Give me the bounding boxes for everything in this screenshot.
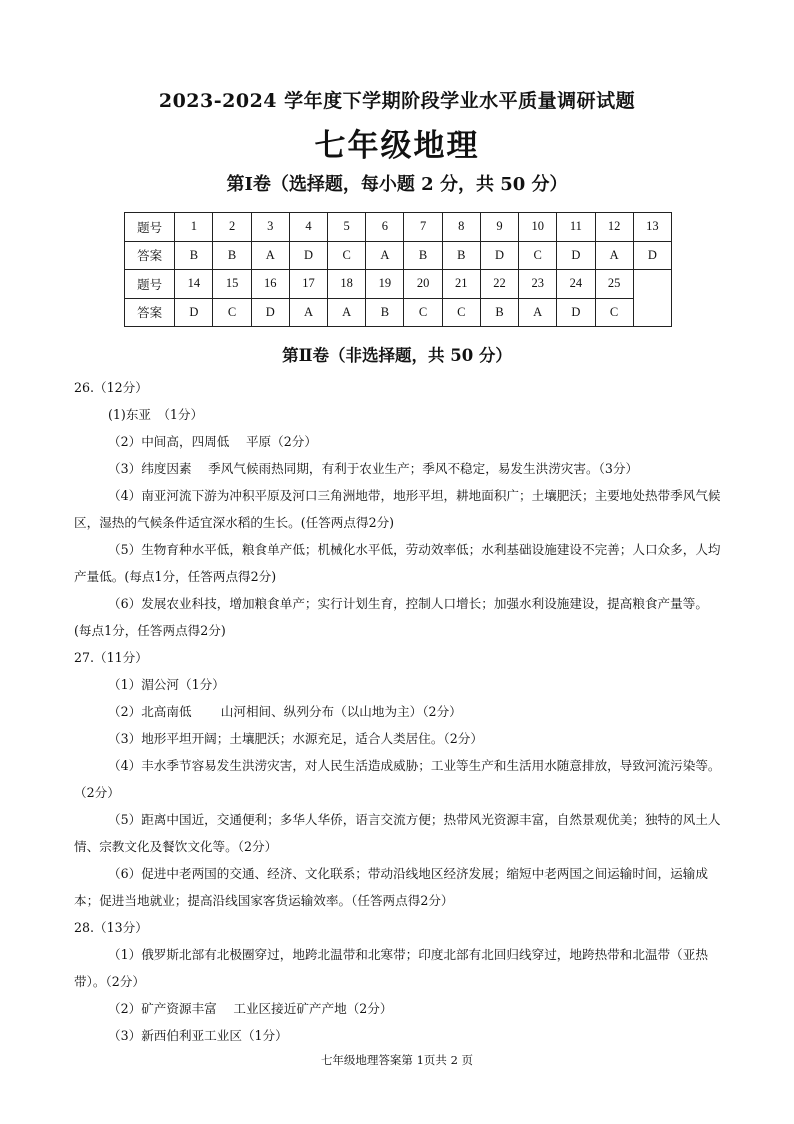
question-number: 25 [595, 270, 633, 299]
answer-cell: C [595, 298, 633, 327]
answer-item: （3）纬度因素 季风气候雨热同期，有利于农业生产；季风不稳定，易发生洪涝灾害。（3分） [108, 461, 639, 476]
question-number: 9 [480, 213, 518, 242]
table-row-label: 题号 [125, 213, 175, 242]
question-number: 19 [366, 270, 404, 299]
question-number: 3 [251, 213, 289, 242]
answer-cell: A [366, 241, 404, 270]
page-footer: 七年级地理答案第 1页共 2 页 [320, 1053, 474, 1067]
answer-cell: C [404, 298, 442, 327]
answer-item: （1）俄罗斯北部有北极圈穿过，地跨北温带和北寒带；印度北部有北回归线穿过，地跨热带和北温带（亚热带）。（2分） [74, 947, 708, 989]
answer-cell: D [480, 241, 518, 270]
question-number: 13 [633, 213, 671, 242]
answer-content [74, 374, 724, 1049]
answer-item: （4）丰水季节容易发生洪涝灾害，对人民生活造成威胁；工业等生产和生活用水随意排放，导致河流污染等。（2分） [74, 758, 721, 800]
exam-title: 2023-2024 学年度下学期阶段学业水平质量调研试题 [158, 90, 636, 112]
answer-item: （5）距离中国近，交通便利；多华人华侨，语言交流方便；热带风光资源丰富，自然景观优美；独特的风土人情、宗教文化及餐饮文化等。（2分） [74, 812, 721, 854]
empty-cell [633, 270, 671, 327]
answer-item: （3）新西伯利亚工业区（1分） [108, 1028, 288, 1043]
table-row-label: 答案 [125, 241, 175, 270]
answer-cell: C [328, 241, 366, 270]
answer-item: （1）湄公河（1分） [108, 677, 225, 692]
answer-cell: C [519, 241, 557, 270]
question-number: 11 [557, 213, 595, 242]
table-row-label: 题号 [125, 270, 175, 299]
question-number: 2 [213, 213, 251, 242]
part2-title: 第Ⅱ卷（非选择题，共 50 分） [282, 346, 512, 365]
answer-item: (1)东亚 （1分） [108, 407, 204, 422]
question-heading: 28.（13分） [74, 920, 148, 935]
answer-cell: D [251, 298, 289, 327]
answer-cell: C [213, 298, 251, 327]
question-28 [74, 914, 724, 1049]
question-number: 20 [404, 270, 442, 299]
question-number: 8 [442, 213, 480, 242]
question-number: 14 [175, 270, 213, 299]
answer-cell: D [633, 241, 671, 270]
answer-item: （6）发展农业科技，增加粮食单产；实行计划生育，控制人口增长；加强水利设施建设，提高粮食产量等。(每点1分，任答两点得2分) [74, 596, 708, 638]
question-number: 5 [328, 213, 366, 242]
question-number: 4 [289, 213, 327, 242]
answer-item: （5）生物育种水平低，粮食单产低；机械化水平低，劳动效率低；水利基础设施建设不完善；人口众多，人均产量低。(每点1分，任答两点得2分) [74, 542, 721, 584]
question-number: 10 [519, 213, 557, 242]
subject-title: 七年级地理 [314, 128, 480, 164]
answer-cell: B [213, 241, 251, 270]
answer-cell: B [404, 241, 442, 270]
answer-cell: B [480, 298, 518, 327]
question-number-row-1 [125, 213, 672, 242]
answer-cell: B [442, 241, 480, 270]
answer-row-1 [125, 241, 672, 270]
answer-table [124, 212, 672, 327]
answer-cell: D [557, 298, 595, 327]
answer-cell: D [175, 298, 213, 327]
question-number: 12 [595, 213, 633, 242]
answer-cell: A [595, 241, 633, 270]
question-number-row-2 [125, 270, 672, 299]
question-number: 23 [519, 270, 557, 299]
question-number: 17 [289, 270, 327, 299]
question-number: 15 [213, 270, 251, 299]
answer-cell: A [251, 241, 289, 270]
table-row-label: 答案 [125, 298, 175, 327]
part1-title: 第Ⅰ卷（选择题，每小题 2 分，共 50 分） [226, 174, 568, 195]
question-number: 16 [251, 270, 289, 299]
question-number: 22 [480, 270, 518, 299]
answer-item: （4）南亚河流下游为冲积平原及河口三角洲地带，地形平坦，耕地面积广；土壤肥沃；主要地处热带季风气候区，湿热的气候条件适宜深水稻的生长。(任答两点得2分) [74, 488, 721, 530]
question-26 [74, 374, 724, 644]
question-number: 21 [442, 270, 480, 299]
answer-cell: D [557, 241, 595, 270]
question-heading: 26.（12分） [74, 380, 148, 395]
question-heading: 27.（11分） [74, 650, 148, 665]
question-number: 1 [175, 213, 213, 242]
answer-item: （3）地形平坦开阔；土壤肥沃；水源充足，适合人类居住。（2分） [108, 731, 483, 746]
answer-cell: B [175, 241, 213, 270]
answer-item: （2）矿产资源丰富 工业区接近矿产产地（2分） [108, 1001, 393, 1016]
answer-cell: A [289, 298, 327, 327]
question-number: 18 [328, 270, 366, 299]
question-number: 24 [557, 270, 595, 299]
answer-cell: A [328, 298, 366, 327]
answer-cell: C [442, 298, 480, 327]
answer-cell: D [289, 241, 327, 270]
question-27 [74, 644, 724, 914]
answer-item: （2）中间高，四周低 平原（2分） [108, 434, 317, 449]
answer-row-2 [125, 298, 672, 327]
question-number: 7 [404, 213, 442, 242]
answer-item: （6）促进中老两国的交通、经济、文化联系；带动沿线地区经济发展；缩短中老两国之间运输时间，运输成本；促进当地就业；提高沿线国家客货运输效率。（任答两点得2分） [74, 866, 708, 908]
question-number: 6 [366, 213, 404, 242]
answer-item: （2）北高南低 山河相间、纵列分布（以山地为主）（2分） [108, 704, 462, 719]
answer-cell: A [519, 298, 557, 327]
answer-cell: B [366, 298, 404, 327]
